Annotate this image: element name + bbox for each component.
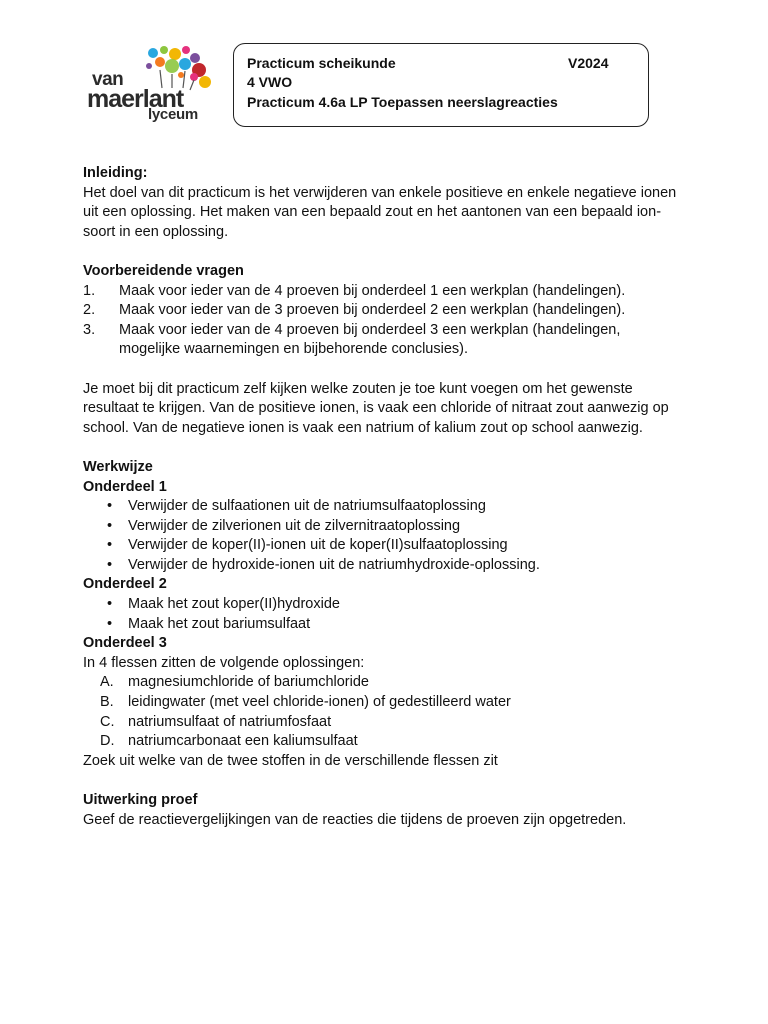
bullet-icon: •	[107, 556, 113, 573]
list-item-text: Maak voor ieder van de 4 proeven bij onderdeel 1 een werkplan (handelingen).	[119, 282, 626, 299]
result-heading: Uitwerking proef	[83, 792, 198, 808]
list-item	[83, 282, 683, 302]
part3-outro: Zoek uit welke van de twee stoffen in de verschillende flessen zit	[83, 752, 498, 769]
list-item	[83, 595, 683, 615]
list-number: 3.	[83, 321, 96, 338]
header-class: 4 VWO	[247, 74, 293, 90]
list-letter: C.	[100, 713, 115, 730]
part2-list	[83, 595, 683, 634]
logo-word-maerlant: maerlant	[87, 85, 184, 113]
result-text: Geef de reactievergelijkingen van de reacties die tijdens de proeven zijn opgetreden.	[83, 811, 627, 828]
list-letter: B.	[100, 694, 114, 711]
list-item-text: Maak het zout koper(II)hydroxide	[128, 596, 340, 613]
list-item-text: Verwijder de koper(II)-ionen uit de koper(II)sulfaatoplossing	[128, 537, 508, 554]
note-text: Je moet bij dit practicum zelf kijken welke zouten je toe kunt voegen om het gewenste resultaat te krijgen. Van de positieve ionen, is vaak een chloride of nitraat zout aanwezig op school. Van de negatieve ionen is vaak een natrium of kalium zout op school aanwezig.	[83, 380, 669, 436]
list-item	[83, 732, 683, 752]
list-item	[83, 615, 683, 635]
list-item	[83, 321, 683, 360]
list-number: 2.	[83, 302, 96, 319]
list-item	[83, 517, 683, 537]
bullet-icon: •	[107, 596, 113, 613]
list-item	[83, 497, 683, 517]
list-item	[83, 556, 683, 576]
bullet-icon: •	[107, 537, 113, 554]
document-body	[83, 164, 683, 830]
list-item	[83, 536, 683, 556]
part3-intro: In 4 flessen zitten de volgende oplossingen:	[83, 654, 365, 671]
intro-text: Het doel van dit practicum is het verwijderen van enkele positieve en enkele negatieve ionen uit een oplossing. Het maken van een bepaald zout en het aantonen van een bepaald ion-soort in een oplossing.	[83, 184, 677, 240]
part3-list	[83, 673, 683, 751]
school-logo	[86, 44, 216, 126]
header-box	[233, 43, 649, 127]
intro-heading: Inleiding:	[83, 165, 148, 181]
bullet-icon: •	[107, 498, 113, 515]
list-letter: A.	[100, 674, 114, 691]
header-practicum-title: Practicum 4.6a LP Toepassen neerslagreacties	[247, 94, 558, 110]
list-item-text: Maak het zout bariumsulfaat	[128, 615, 311, 632]
bullet-icon: •	[107, 615, 113, 632]
logo-word-lyceum: lyceum	[148, 106, 198, 123]
list-letter: D.	[100, 733, 115, 750]
header-version: V2024	[568, 55, 609, 71]
header-subject: Practicum scheikunde	[247, 55, 396, 71]
prep-list	[83, 282, 683, 360]
list-item-text: Verwijder de zilverionen uit de zilvernitraatoplossing	[128, 517, 461, 534]
method-heading: Werkwijze	[83, 458, 153, 475]
bullet-icon: •	[107, 517, 113, 534]
list-item	[83, 713, 683, 733]
list-item	[83, 693, 683, 713]
list-item-text: natriumsulfaat of natriumfosfaat	[128, 713, 332, 730]
list-item-text: Verwijder de hydroxide-ionen uit de natriumhydroxide-oplossing.	[128, 556, 540, 573]
list-item	[83, 673, 683, 693]
list-number: 1.	[83, 282, 96, 299]
list-item-text: Maak voor ieder van de 3 proeven bij onderdeel 2 een werkplan (handelingen).	[119, 302, 626, 319]
list-item-text: magnesiumchloride of bariumchloride	[128, 674, 369, 691]
list-item	[83, 301, 683, 321]
prep-heading: Voorbereidende vragen	[83, 262, 244, 279]
logo-word-van: van	[92, 69, 124, 90]
list-item-text: natriumcarbonaat een kaliumsulfaat	[128, 733, 358, 750]
list-item-text: Maak voor ieder van de 4 proeven bij onderdeel 3 een werkplan (handelingen, mogelijke waarnemingen en bijbehorende conclusies).	[119, 321, 621, 358]
part1-list	[83, 497, 683, 575]
list-item-text: leidingwater (met veel chloride-ionen) of gedestilleerd water	[128, 694, 511, 711]
part3-heading: Onderdeel 3	[83, 635, 167, 652]
part1-heading: Onderdeel 1	[83, 478, 167, 495]
part2-heading: Onderdeel 2	[83, 576, 167, 593]
list-item-text: Verwijder de sulfaationen uit de natriumsulfaatoplossing	[128, 498, 486, 515]
